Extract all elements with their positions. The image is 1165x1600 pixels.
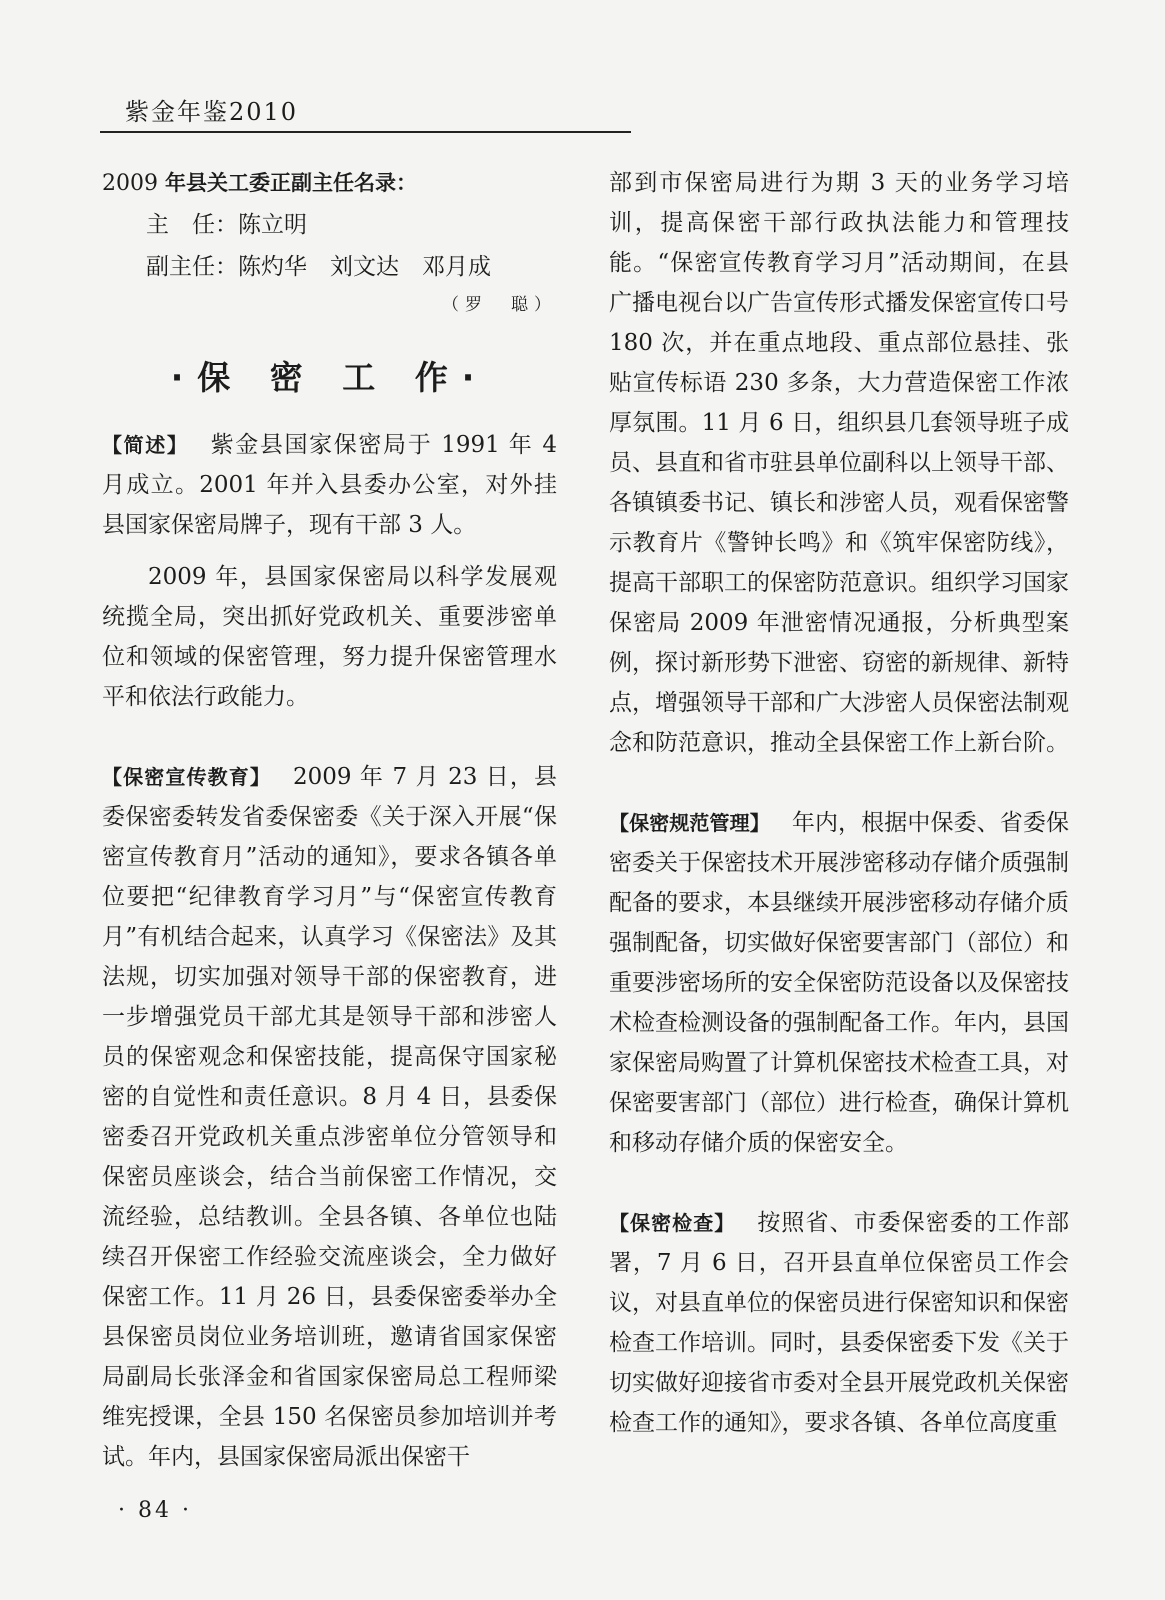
list-title: 2009 年县关工委正副主任名录：	[102, 171, 417, 196]
management-paragraph: 【保密规范管理】 年内，根据中保委、省委保密委关于保密技术开展涉密移动存储介质强制配备的要求，本县继续开展涉密移动存储介质强制配备，切实做好保密要害部门（部位）和重要涉密场所的安全保密防范设备以及保密技术检查检测设备的强制配备工作。年内，县国家保密局购置了计算机保密技术检查工具，对保密要害部门（部位）进行检查，确保计算机和移动存储介质的保密安全。	[609, 810, 1070, 1156]
left-column	[102, 163, 557, 1477]
overview-paragraph-2: 2009 年，县国家保密局以科学发展观统揽全局，突出抓好党政机关、重要涉密单位和领域的保密管理，努力提升保密管理水平和依法行政能力。	[102, 564, 557, 710]
spacer	[609, 1163, 1069, 1203]
overview-tag: 【简述】	[102, 433, 189, 457]
overview-paragraph: 【简述】 紫金县国家保密局于 1991 年 4 月成立。2001 年并入县委办公室，对外挂县国家保密局牌子，现有干部 3 人。	[102, 432, 557, 538]
director-line: 主 任：陈立明	[146, 212, 307, 238]
running-header: 紫金年鉴2010	[125, 98, 299, 126]
management-tag: 【保密规范管理】	[609, 811, 770, 835]
header-rule	[100, 131, 631, 133]
inspection-paragraph: 【保密检查】 按照省、市委保密委的工作部署，7 月 6 日，召开县直单位保密员工作会议，对县直单位的保密员进行保密知识和保密检查工作培训。同时，县委保密委下发《关于切实做好迎接省市委对全县开展党政机关保密检查工作的通知》，要求各镇、各单位高度重	[609, 1210, 1070, 1436]
deputy-line: 副主任：陈灼华 刘文达 邓月成	[146, 254, 491, 280]
page-number: · 84 ·	[118, 1498, 192, 1523]
right-column	[609, 163, 1069, 1443]
education-tag: 【保密宣传教育】	[102, 765, 271, 789]
spacer	[102, 717, 557, 757]
author-credit: （罗 聪）	[442, 295, 557, 315]
section-title: ·保 密 工 作·	[170, 358, 489, 397]
spacer	[609, 763, 1069, 803]
education-paragraph-cont: 部到市保密局进行为期 3 天的业务学习培训，提高保密干部行政执法能力和管理技能。“保密宣传教育学习月”活动期间，在县广播电视台以广告宣传形式播发保密宣传口号 180 次，并在重点地段、重点部位悬挂、张贴宣传标语 230 多条，大力营造保密工作浓厚氛围。11 月 6 日，组织县几套领导班子成员、县直和省市驻县单位副科以上领导干部、各镇镇委书记、镇长和涉密人员，观看保密警示教育片《警钟长鸣》和《筑牢保密防线》，提高干部职工的保密防范意识。组织学习国家保密局 2009 年泄密情况通报，分析典型案例，探讨新形势下泄密、窃密的新规律、新特点，增强领导干部和广大涉密人员保密法制观念和防范意识，推动全县保密工作上新台阶。	[609, 170, 1069, 756]
education-paragraph: 【保密宣传教育】 2009 年 7 月 23 日，县委保密委转发省委保密委《关于深入开展“保密宣传教育月”活动的通知》，要求各镇各单位要把“纪律教育学习月”与“保密宣传教育月”有机结合起来，认真学习《保密法》及其法规，切实加强对领导干部的保密教育，进一步增强党员干部尤其是领导干部和涉密人员的保密观念和保密技能，提高保守国家秘密的自觉性和责任意识。8 月 4 日，县委保密委召开党政机关重点涉密单位分管领导和保密员座谈会，结合当前保密工作情况，交流经验，总结教训。全县各镇、各单位也陆续召开保密工作经验交流座谈会，全力做好保密工作。11 月 26 日，县委保密委举办全县保密员岗位业务培训班，邀请省国家保密局副局长张泽金和省国家保密局总工程师梁维宪授课，全县 150 名保密员参加培训并考试。年内，县国家保密局派出保密干	[102, 764, 558, 1470]
inspection-tag: 【保密检查】	[609, 1211, 736, 1235]
